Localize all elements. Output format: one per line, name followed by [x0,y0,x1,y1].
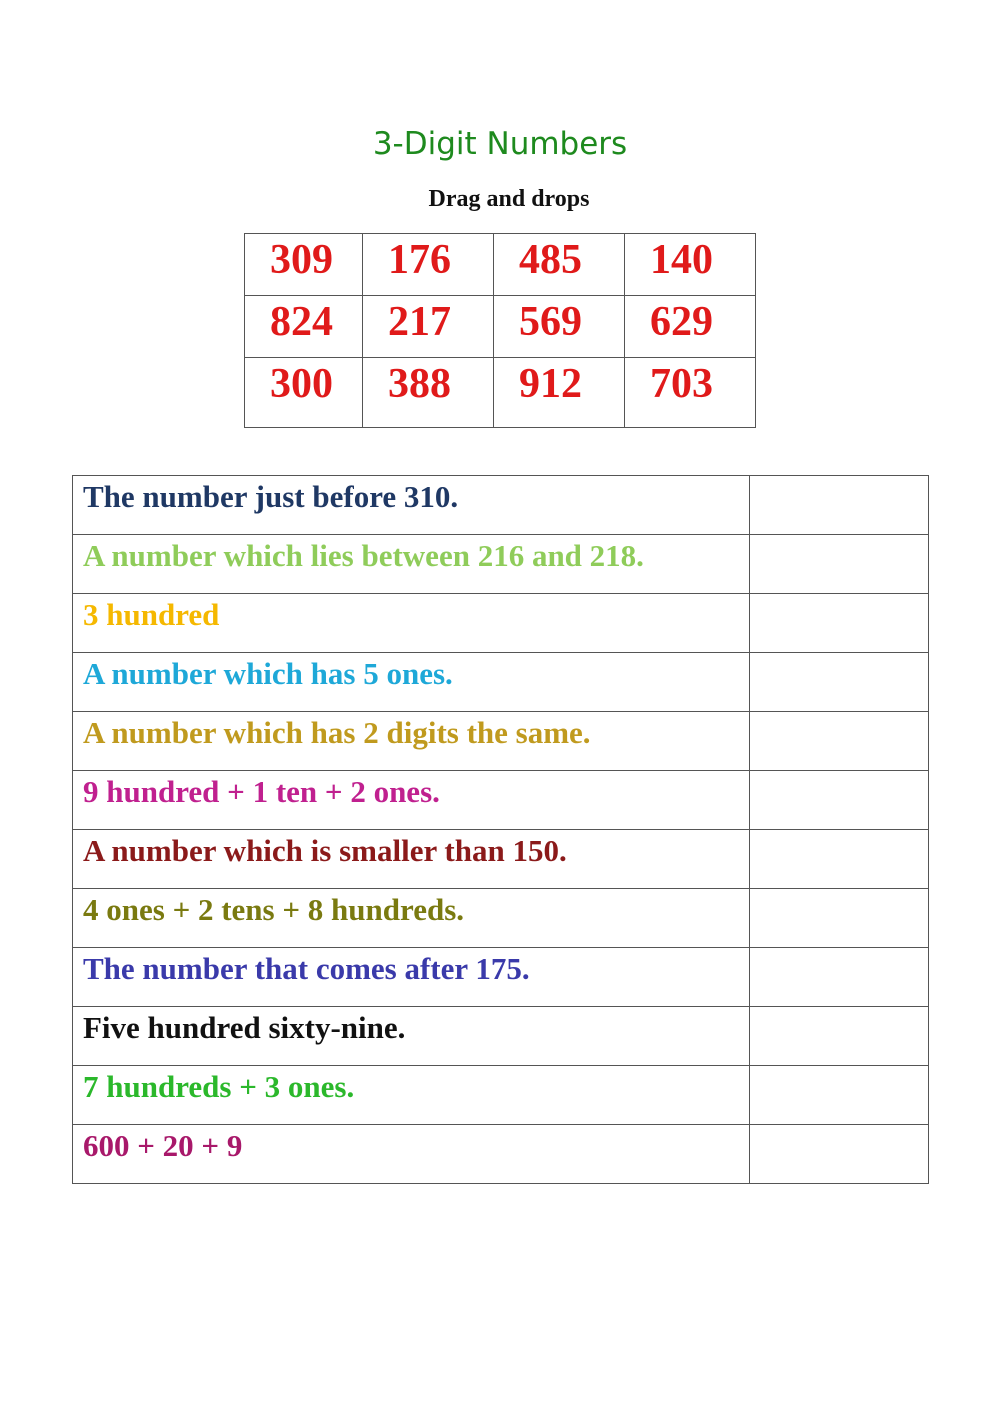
question-row [73,535,929,594]
answer-drop-zone[interactable] [750,771,929,830]
draggable-number[interactable]: 309 [245,234,363,296]
question-row [73,1066,929,1125]
draggable-number[interactable]: 140 [625,234,756,296]
question-text: 9 hundred + 1 ten + 2 ones. [73,771,750,830]
draggable-number[interactable]: 824 [245,296,363,358]
answer-drop-zone[interactable] [750,1066,929,1125]
question-row [73,1125,929,1184]
question-row [73,594,929,653]
question-row [73,1007,929,1066]
answer-drop-zone[interactable] [750,1007,929,1066]
question-text: The number just before 310. [73,476,750,535]
question-text: Five hundred sixty-nine. [73,1007,750,1066]
draggable-number[interactable]: 569 [494,296,625,358]
number-bank [244,233,756,428]
answer-drop-zone[interactable] [750,476,929,535]
number-bank-row [245,296,756,358]
question-row [73,948,929,1007]
question-row [73,712,929,771]
answer-drop-zone[interactable] [750,889,929,948]
answer-drop-zone[interactable] [750,535,929,594]
question-text: A number which has 5 ones. [73,653,750,712]
draggable-number[interactable]: 388 [363,358,494,428]
question-row [73,653,929,712]
answer-drop-zone[interactable] [750,653,929,712]
question-text: The number that comes after 175. [73,948,750,1007]
answer-drop-zone[interactable] [750,594,929,653]
answer-drop-zone[interactable] [750,1125,929,1184]
questions-table [72,475,929,1184]
answer-drop-zone[interactable] [750,830,929,889]
page-title: 3-Digit Numbers [372,126,628,162]
question-row [73,476,929,535]
question-text: 600 + 20 + 9 [73,1125,750,1184]
answer-drop-zone[interactable] [750,948,929,1007]
draggable-number[interactable]: 176 [363,234,494,296]
question-row [73,889,929,948]
number-bank-row [245,358,756,428]
question-text: 4 ones + 2 tens + 8 hundreds. [73,889,750,948]
answer-drop-zone[interactable] [750,712,929,771]
question-row [73,771,929,830]
question-row [73,830,929,889]
draggable-number[interactable]: 300 [245,358,363,428]
question-text: 7 hundreds + 3 ones. [73,1066,750,1125]
question-text: 3 hundred [73,594,750,653]
draggable-number[interactable]: 629 [625,296,756,358]
question-text: A number which lies between 216 and 218. [73,535,750,594]
draggable-number[interactable]: 912 [494,358,625,428]
draggable-number[interactable]: 703 [625,358,756,428]
number-bank-row [245,234,756,296]
page-subtitle: Drag and drops [428,186,590,212]
draggable-number[interactable]: 485 [494,234,625,296]
draggable-number[interactable]: 217 [363,296,494,358]
question-text: A number which has 2 digits the same. [73,712,750,771]
question-text: A number which is smaller than 150. [73,830,750,889]
